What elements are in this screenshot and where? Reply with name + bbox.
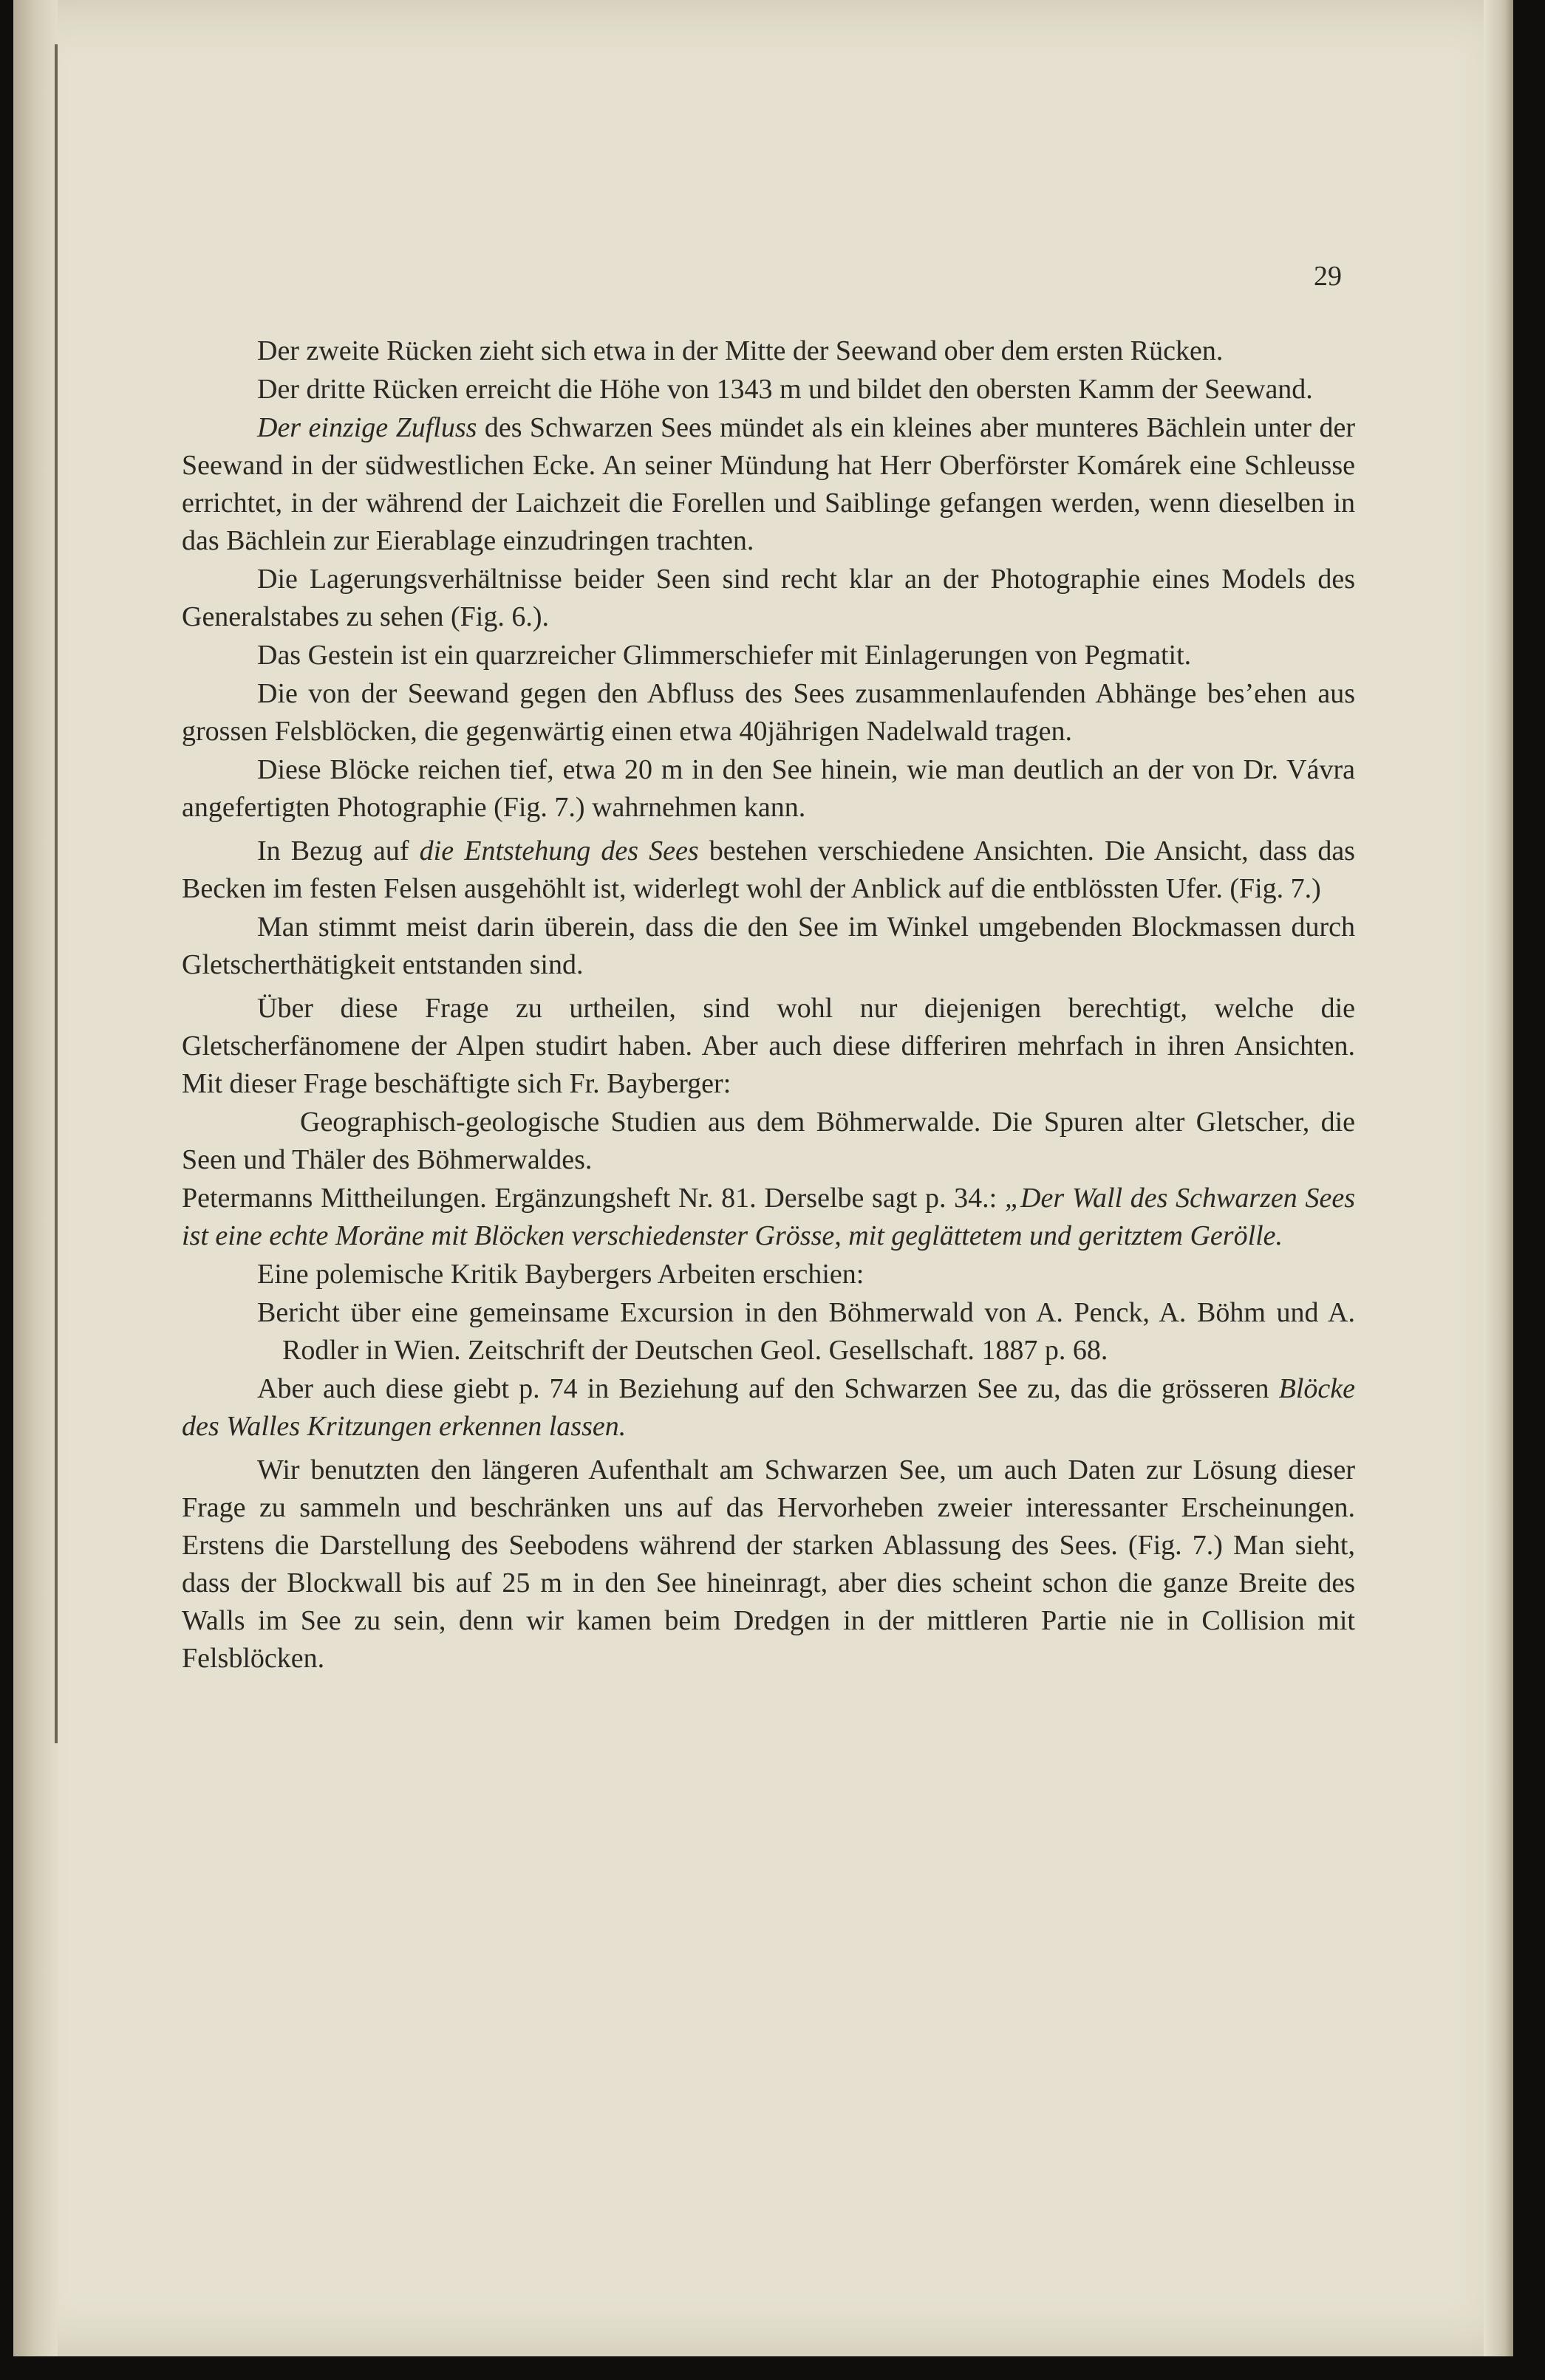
reference-citation: Bericht über eine gemeinsame Excursion in den Böhmerwald von A. Penck, A. Böhm und A. Rodler in Wien. Zeitschrift der Deutschen Geol. Gesellschaft. 1887 p. 68. [257,1297,1355,1366]
paragraph: Der einzige Zufluss des Schwarzen Sees mündet als ein kleines aber munteres Bächlein unter der Seewand in der südwestlichen Ecke. An seiner Mündung hat Herr Oberförster Komárek eine Schleusse errichtet, in der während der Laichzeit die Forellen und Saiblinge gefangen werden, wenn dieselben in das Bächlein zur Eierablage einzudringen trachten. [182,412,1356,556]
paragraph: Wir benutzten den längeren Aufenthalt am Schwarzen See, um auch Daten zur Lösung dieser Frage zu sammeln und beschränken uns auf das Hervorheben zweier interessanter Erscheinungen. Erstens die Darstellung des Seebodens während der starken Ablassung des Sees. (Fig. 7.) Man sieht, dass der Blockwall bis auf 25 m in den See hineinragt, aber dies scheint schon die ganze Breite des Walls im See zu sein, denn wir kamen beim Dredgen in der mittleren Partie nie in Collision mit Felsblöcken. [182,1454,1355,1674]
page-right-edge [1484,0,1513,2356]
paragraph: Aber auch diese giebt p. 74 in Beziehung auf den Schwarzen See zu, das die grösseren Blöcke des Walles Kritzungen erkennen lassen. [182,1373,1355,1442]
reference-quote: Petermanns Mittheilungen. Ergänzungsheft Nr. 81. Derselbe sagt p. 34.: „Der Wall des Schwarzen Sees ist eine echte Moräne mit Blöcken verschiedenster Grösse, mit geglättetem und geritztem Gerölle. [182,1183,1356,1251]
binding-edge-line [55,44,58,1743]
paragraph: Eine polemische Kritik Baybergers Arbeiten erschien: [257,1259,864,1290]
paragraph: Das Gestein ist ein quarzreicher Glimmerschiefer mit Einlagerungen von Pegmatit. [257,640,1192,671]
paragraph: Die Lagerungsverhältnisse beider Seen sind recht klar an der Photographie eines Models des Generalstabes zu sehen (Fig. 6.). [182,564,1355,632]
paragraph: Diese Blöcke reichen tief, etwa 20 m in den See hinein, wie man deutlich an der von Dr. Vávra angefertigten Photographie (Fig. 7.) wahrnehmen kann. [182,754,1355,823]
paragraph: Der zweite Rücken zieht sich etwa in der Mitte der Seewand ober dem ersten Rücken. [257,335,1224,366]
paragraph: Über diese Frage zu urtheilen, sind wohl nur diejenigen berechtigt, welche die Gletscherfänomene der Alpen studirt haben. Aber auch diese differiren mehrfach in ihren Ansichten. Mit dieser Frage beschäftigte sich Fr. Bayberger: [182,993,1355,1099]
scanned-page [13,0,1513,2356]
paragraph: Die von der Seewand gegen den Abfluss des Sees zusammenlaufenden Abhänge bes’ehen aus grossen Felsblöcken, die gegenwärtig einen etwa 40jährigen Nadelwald tragen. [182,678,1355,747]
reference-title: Geographisch-geologische Studien aus dem Böhmerwalde. Die Spuren alter Gletscher, die Seen und Thäler des Böhmerwaldes. [182,1107,1355,1175]
body-text [182,332,1355,1678]
paragraph: Der dritte Rücken erreicht die Höhe von 1343 m und bildet den obersten Kamm der Seewand. [257,374,1313,405]
paragraph: In Bezug auf die Entstehung des Sees bestehen verschiedene Ansichten. Die Ansicht, dass das Becken im festen Felsen ausgehöhlt ist, widerlegt wohl der Anblick auf die entblössten Ufer. (Fig. 7.) [182,835,1355,904]
page-number: 29 [1314,261,1342,292]
paragraph: Man stimmt meist darin überein, dass die den See im Winkel umgebenden Blockmassen durch Gletscherthätigkeit entstanden sind. [182,912,1355,980]
page-binding-shadow [13,0,58,2356]
